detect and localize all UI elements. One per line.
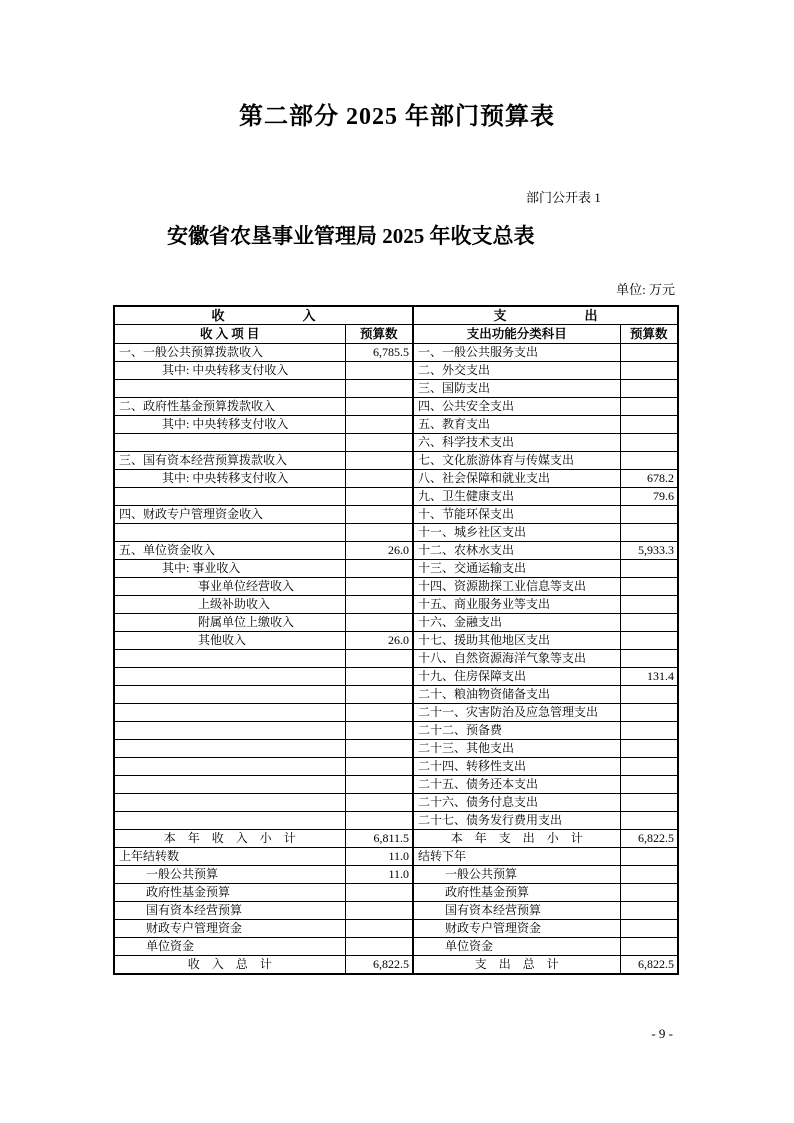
income-item-cell: 国有资本经营预算 — [114, 902, 345, 920]
expense-budget-cell — [620, 434, 678, 452]
table-title: 安徽省农垦事业管理局 2025 年收支总表 — [167, 224, 535, 248]
expense-item-cell: 二十三、其他支出 — [413, 740, 620, 758]
expense-budget-cell: 6,822.5 — [620, 956, 678, 975]
expense-item-cell: 本 年 支 出 小 计 — [413, 830, 620, 848]
expense-item-cell: 政府性基金预算 — [413, 884, 620, 902]
expense-item-cell: 二十五、债务还本支出 — [413, 776, 620, 794]
income-budget-cell — [345, 758, 413, 776]
income-item-cell — [114, 704, 345, 722]
income-item-cell — [114, 686, 345, 704]
income-budget-cell — [345, 920, 413, 938]
income-budget-cell — [345, 938, 413, 956]
budget-table — [113, 305, 679, 975]
expense-item-cell: 七、文化旅游体育与传媒支出 — [413, 452, 620, 470]
income-item-cell — [114, 794, 345, 812]
expense-budget-cell — [620, 938, 678, 956]
income-item-cell: 三、国有资本经营预算拨款收入 — [114, 452, 345, 470]
expense-budget-cell — [620, 866, 678, 884]
expense-budget-cell — [620, 704, 678, 722]
expense-item-cell: 单位资金 — [413, 938, 620, 956]
expense-item-cell: 结转下年 — [413, 848, 620, 866]
income-item-cell: 四、财政专户管理资金收入 — [114, 506, 345, 524]
expense-item-cell: 二、外交支出 — [413, 362, 620, 380]
expense-item-cell: 四、公共安全支出 — [413, 398, 620, 416]
income-item-cell: 事业单位经营收入 — [114, 578, 345, 596]
expense-item-cell: 二十六、债务付息支出 — [413, 794, 620, 812]
expense-budget-cell — [620, 398, 678, 416]
column-header-row — [114, 325, 678, 344]
income-item-cell: 其中: 事业收入 — [114, 560, 345, 578]
table-row — [114, 866, 678, 884]
income-budget-cell: 6,822.5 — [345, 956, 413, 975]
expense-item-cell: 二十二、预备费 — [413, 722, 620, 740]
table-row — [114, 668, 678, 686]
income-item-cell: 一般公共预算 — [114, 866, 345, 884]
expense-item-cell: 二十七、债务发行费用支出 — [413, 812, 620, 830]
expense-item-cell: 十三、交通运输支出 — [413, 560, 620, 578]
expense-item-cell: 支 出 总 计 — [413, 956, 620, 975]
income-item-cell: 单位资金 — [114, 938, 345, 956]
income-budget-cell: 11.0 — [345, 848, 413, 866]
income-item-cell — [114, 524, 345, 542]
expense-item-cell: 一、一般公共服务支出 — [413, 344, 620, 362]
table-row — [114, 362, 678, 380]
income-budget-cell: 6,811.5 — [345, 830, 413, 848]
expense-budget-cell — [620, 902, 678, 920]
table-row — [114, 596, 678, 614]
income-item-cell — [114, 380, 345, 398]
expense-budget-cell — [620, 578, 678, 596]
income-budget-cell — [345, 398, 413, 416]
table-row — [114, 848, 678, 866]
expense-budget-cell — [620, 596, 678, 614]
expense-budget-cell: 5,933.3 — [620, 542, 678, 560]
page-number: - 9 - — [651, 1026, 673, 1041]
income-budget-cell — [345, 362, 413, 380]
table-row — [114, 578, 678, 596]
expense-item-cell: 五、教育支出 — [413, 416, 620, 434]
table-public-label: 部门公开表 1 — [526, 190, 601, 205]
expense-budget-cell — [620, 812, 678, 830]
income-item-cell — [114, 740, 345, 758]
income-item-cell — [114, 812, 345, 830]
income-item-cell: 收 入 总 计 — [114, 956, 345, 975]
expense-item-cell: 九、卫生健康支出 — [413, 488, 620, 506]
expense-budget-cell — [620, 344, 678, 362]
income-item-cell: 财政专户管理资金 — [114, 920, 345, 938]
main-title: 第二部分 2025 年部门预算表 — [239, 104, 555, 130]
income-budget-cell — [345, 560, 413, 578]
income-budget-cell — [345, 812, 413, 830]
income-budget-cell — [345, 650, 413, 668]
expense-budget-cell — [620, 722, 678, 740]
table-row — [114, 812, 678, 830]
expense-budget-cell — [620, 416, 678, 434]
income-budget-cell — [345, 704, 413, 722]
table-row — [114, 794, 678, 812]
table-row — [114, 416, 678, 434]
expense-budget-cell — [620, 740, 678, 758]
income-item-cell: 附属单位上缴收入 — [114, 614, 345, 632]
income-item-cell — [114, 650, 345, 668]
income-item-cell: 上年结转数 — [114, 848, 345, 866]
expense-item-cell: 十九、住房保障支出 — [413, 668, 620, 686]
income-budget-cell — [345, 380, 413, 398]
income-budget-cell — [345, 722, 413, 740]
table-row — [114, 686, 678, 704]
expense-budget-cell — [620, 560, 678, 578]
income-budget-column-header: 预算数 — [345, 325, 413, 344]
expense-budget-cell — [620, 776, 678, 794]
expense-item-cell: 一般公共预算 — [413, 866, 620, 884]
table-row — [114, 740, 678, 758]
expense-budget-cell — [620, 650, 678, 668]
expense-budget-cell: 131.4 — [620, 668, 678, 686]
expense-budget-cell — [620, 920, 678, 938]
expense-item-cell: 十、节能环保支出 — [413, 506, 620, 524]
unit-label: 单位: 万元 — [616, 282, 675, 297]
income-budget-cell — [345, 740, 413, 758]
expense-item-cell: 十四、资源勘探工业信息等支出 — [413, 578, 620, 596]
table-row — [114, 380, 678, 398]
table-row — [114, 560, 678, 578]
income-item-cell: 上级补助收入 — [114, 596, 345, 614]
table-row — [114, 524, 678, 542]
income-budget-cell: 11.0 — [345, 866, 413, 884]
income-budget-cell — [345, 884, 413, 902]
table-header — [114, 306, 678, 344]
income-item-cell — [114, 488, 345, 506]
income-group-header: 收 入 — [114, 306, 413, 325]
expense-budget-cell — [620, 794, 678, 812]
income-item-column-header: 收 入 项 目 — [114, 325, 345, 344]
expense-item-cell: 十六、金融支出 — [413, 614, 620, 632]
expense-budget-cell — [620, 686, 678, 704]
table-row — [114, 452, 678, 470]
table-row — [114, 938, 678, 956]
table-row — [114, 614, 678, 632]
income-budget-cell — [345, 614, 413, 632]
income-budget-cell — [345, 668, 413, 686]
table-row — [114, 920, 678, 938]
table-row — [114, 704, 678, 722]
income-budget-cell: 6,785.5 — [345, 344, 413, 362]
income-budget-cell — [345, 776, 413, 794]
expense-budget-cell — [620, 848, 678, 866]
expense-budget-cell — [620, 380, 678, 398]
income-item-cell: 其中: 中央转移支付收入 — [114, 416, 345, 434]
table-row — [114, 884, 678, 902]
income-item-cell — [114, 434, 345, 452]
income-item-cell: 其他收入 — [114, 632, 345, 650]
expense-budget-cell: 79.6 — [620, 488, 678, 506]
expense-item-cell: 八、社会保障和就业支出 — [413, 470, 620, 488]
expense-budget-cell — [620, 362, 678, 380]
table-row — [114, 632, 678, 650]
income-item-cell — [114, 722, 345, 740]
expense-budget-cell — [620, 452, 678, 470]
table-row — [114, 542, 678, 560]
income-budget-cell — [345, 578, 413, 596]
income-item-cell — [114, 758, 345, 776]
expense-budget-cell — [620, 758, 678, 776]
table-body — [114, 344, 678, 975]
table-row — [114, 650, 678, 668]
income-item-cell: 其中: 中央转移支付收入 — [114, 470, 345, 488]
income-item-cell — [114, 776, 345, 794]
expense-budget-cell — [620, 524, 678, 542]
income-budget-cell — [345, 470, 413, 488]
table-row — [114, 722, 678, 740]
group-header-row — [114, 306, 678, 325]
table-row — [114, 398, 678, 416]
expense-item-cell: 二十、粮油物资储备支出 — [413, 686, 620, 704]
expense-item-cell: 十五、商业服务业等支出 — [413, 596, 620, 614]
expense-item-cell: 六、科学技术支出 — [413, 434, 620, 452]
income-budget-cell: 26.0 — [345, 632, 413, 650]
income-budget-cell — [345, 434, 413, 452]
expense-budget-cell — [620, 632, 678, 650]
income-item-cell: 本 年 收 入 小 计 — [114, 830, 345, 848]
table-row — [114, 488, 678, 506]
income-budget-cell — [345, 794, 413, 812]
table-row — [114, 758, 678, 776]
expense-budget-cell — [620, 884, 678, 902]
expense-budget-cell — [620, 614, 678, 632]
table-row — [114, 434, 678, 452]
income-budget-cell: 26.0 — [345, 542, 413, 560]
income-budget-cell — [345, 488, 413, 506]
table-row — [114, 344, 678, 362]
expense-item-cell: 十一、城乡社区支出 — [413, 524, 620, 542]
income-item-cell — [114, 668, 345, 686]
income-budget-cell — [345, 902, 413, 920]
expense-budget-column-header: 预算数 — [620, 325, 678, 344]
expense-budget-cell — [620, 506, 678, 524]
table-row — [114, 830, 678, 848]
expense-item-cell: 财政专户管理资金 — [413, 920, 620, 938]
income-budget-cell — [345, 524, 413, 542]
expense-budget-cell: 6,822.5 — [620, 830, 678, 848]
income-budget-cell — [345, 452, 413, 470]
income-item-cell: 政府性基金预算 — [114, 884, 345, 902]
income-item-cell: 一、一般公共预算拨款收入 — [114, 344, 345, 362]
expense-item-cell: 十七、援助其他地区支出 — [413, 632, 620, 650]
table-row — [114, 902, 678, 920]
income-item-cell: 五、单位资金收入 — [114, 542, 345, 560]
expense-item-column-header: 支出功能分类科目 — [413, 325, 620, 344]
income-budget-cell — [345, 506, 413, 524]
expense-item-cell: 十八、自然资源海洋气象等支出 — [413, 650, 620, 668]
expense-item-cell: 国有资本经营预算 — [413, 902, 620, 920]
income-budget-cell — [345, 686, 413, 704]
table-row — [114, 776, 678, 794]
income-budget-cell — [345, 596, 413, 614]
table-row — [114, 470, 678, 488]
expense-group-header: 支 出 — [413, 306, 678, 325]
expense-item-cell: 十二、农林水支出 — [413, 542, 620, 560]
income-item-cell: 其中: 中央转移支付收入 — [114, 362, 345, 380]
expense-item-cell: 二十四、转移性支出 — [413, 758, 620, 776]
expense-item-cell: 三、国防支出 — [413, 380, 620, 398]
income-budget-cell — [345, 416, 413, 434]
expense-item-cell: 二十一、灾害防治及应急管理支出 — [413, 704, 620, 722]
table-row — [114, 956, 678, 975]
income-item-cell: 二、政府性基金预算拨款收入 — [114, 398, 345, 416]
expense-budget-cell: 678.2 — [620, 470, 678, 488]
table-row — [114, 506, 678, 524]
